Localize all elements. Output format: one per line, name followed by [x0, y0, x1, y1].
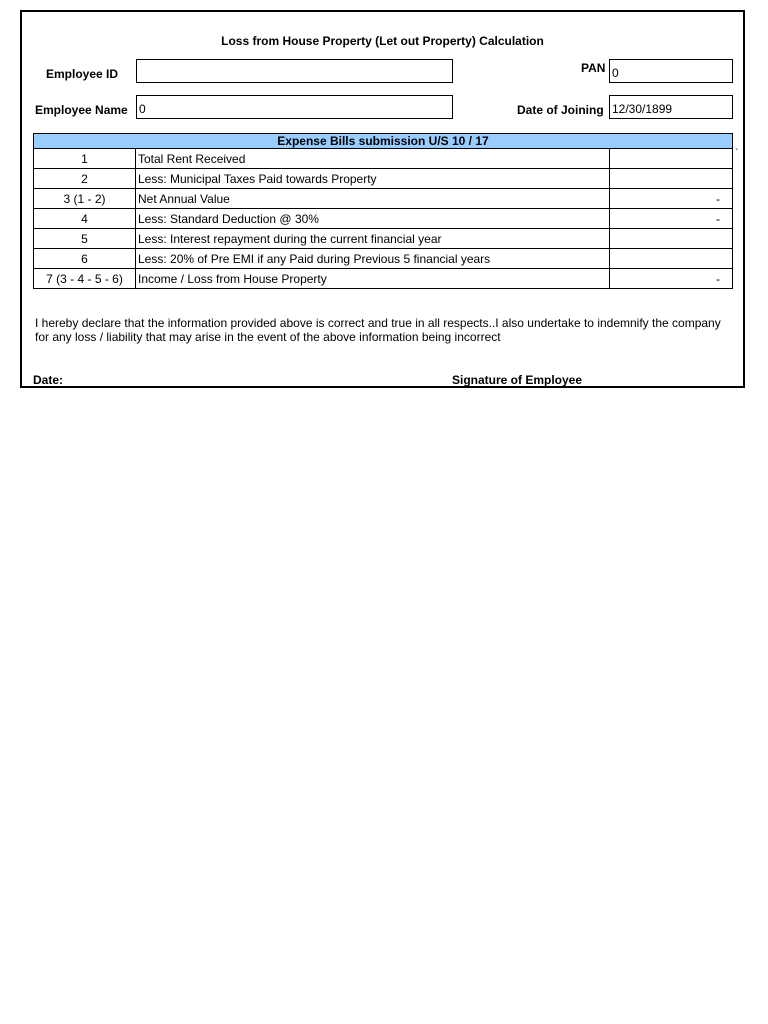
table-row: [34, 169, 733, 189]
row-number: 1: [34, 149, 136, 169]
employee-id-label: Employee ID: [46, 67, 119, 81]
row-amount[interactable]: [610, 249, 733, 269]
date-of-joining-label: Date of Joining: [517, 103, 604, 117]
row-amount[interactable]: -: [610, 209, 733, 229]
row-number: 6: [34, 249, 136, 269]
employee-id-field[interactable]: [136, 59, 453, 83]
table-row: [34, 249, 733, 269]
row-number: 2: [34, 169, 136, 189]
row-description: Less: Municipal Taxes Paid towards Property: [136, 169, 610, 189]
row-description: Less: Standard Deduction @ 30%: [136, 209, 610, 229]
table-row: [34, 269, 733, 289]
row-description: Less: 20% of Pre EMI if any Paid during Previous 5 financial years: [136, 249, 610, 269]
row-amount[interactable]: [610, 229, 733, 249]
table-row: [34, 209, 733, 229]
row-description: Income / Loss from House Property: [136, 269, 610, 289]
table-row: [34, 229, 733, 249]
form-title: Loss from House Property (Let out Property) Calculation: [221, 34, 544, 48]
employee-name-label: Employee Name: [35, 103, 128, 117]
row-description: Total Rent Received: [136, 149, 610, 169]
table-row: [34, 149, 733, 169]
pan-field[interactable]: 0: [609, 59, 733, 83]
employee-name-field[interactable]: 0: [136, 95, 453, 119]
declaration-text: I hereby declare that the information provided above is correct and true in all respects..I also undertake to indemnify the company for any loss / liability that may arise in the event of the above information being incorrect: [35, 316, 721, 344]
table-row: [34, 189, 733, 209]
row-number: 5: [34, 229, 136, 249]
stray-mark: `: [735, 148, 739, 159]
date-of-joining-field[interactable]: 12/30/1899: [609, 95, 733, 119]
calculation-form: [20, 10, 745, 388]
row-description: Less: Interest repayment during the current financial year: [136, 229, 610, 249]
row-amount[interactable]: -: [610, 269, 733, 289]
row-number: 7 (3 - 4 - 5 - 6): [34, 269, 136, 289]
row-amount[interactable]: -: [610, 189, 733, 209]
table-header-row: [34, 134, 733, 149]
row-amount[interactable]: [610, 149, 733, 169]
pan-label: PAN: [581, 61, 606, 75]
row-number: 3 (1 - 2): [34, 189, 136, 209]
signature-label: Signature of Employee: [452, 373, 583, 387]
row-description: Net Annual Value: [136, 189, 610, 209]
expense-table: [33, 133, 733, 289]
date-label: Date:: [33, 373, 64, 387]
row-number: 4: [34, 209, 136, 229]
table-header: Expense Bills submission U/S 10 / 17: [34, 134, 733, 149]
row-amount[interactable]: [610, 169, 733, 189]
